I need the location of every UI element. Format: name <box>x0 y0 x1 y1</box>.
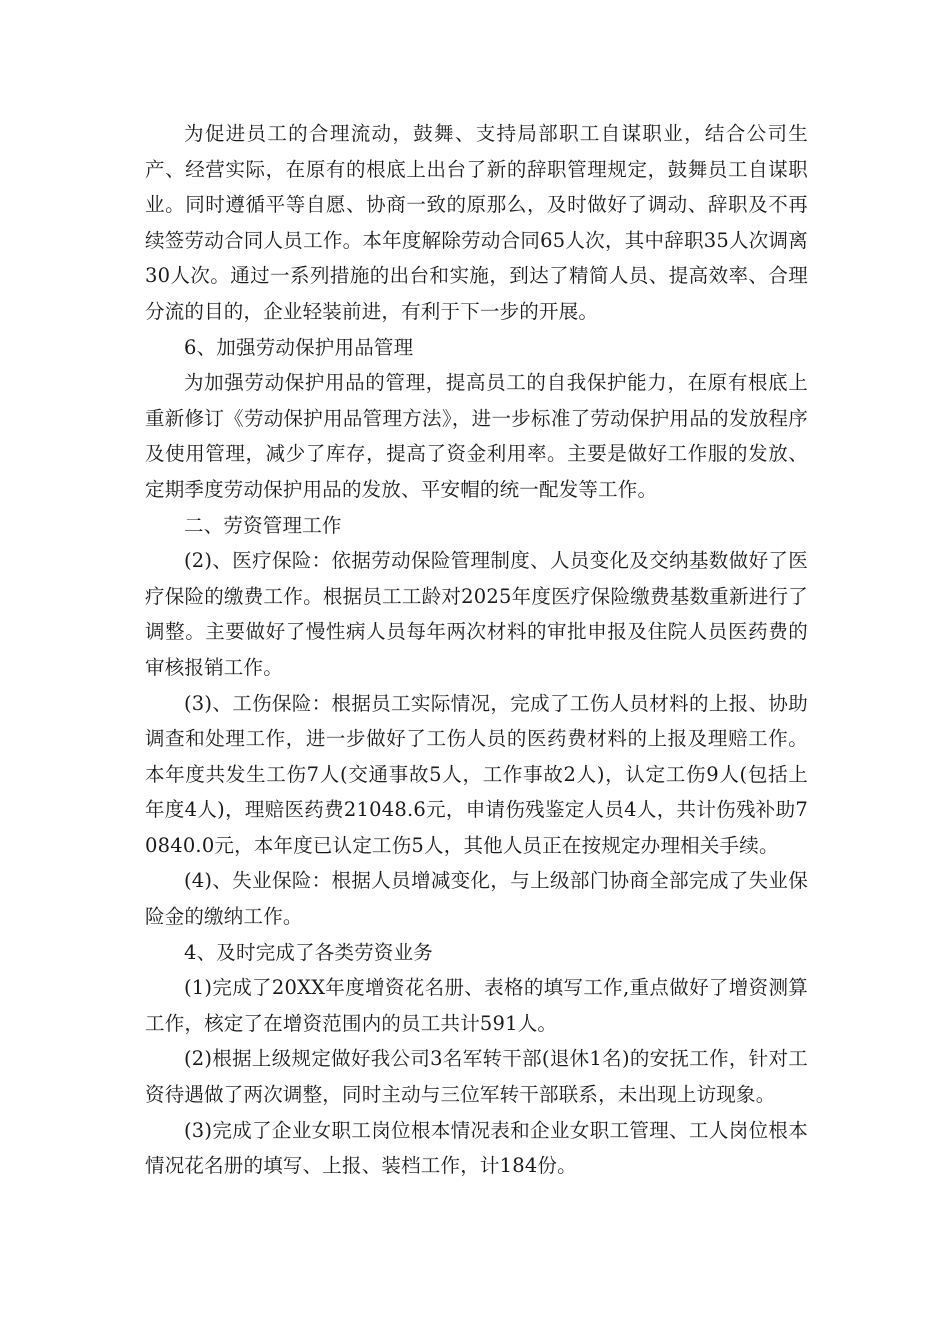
heading-wage-business: 4、及时完成了各类劳资业务 <box>184 940 434 964</box>
paragraph-salary-increase: (1)完成了20XX年度增资花名册、表格的填写工作,重点做好了增资测算工作，核定了在增资范围内的员工共计591人。 <box>145 976 808 1035</box>
heading-labor-wage-management: 二、劳资管理工作 <box>184 513 342 537</box>
paragraph-medical-insurance: (2)、医疗保险：依据劳动保险管理制度、人员变化及交纳基数做好了医疗保险的缴费工作。根据员工工龄对2025年度医疗保险缴费基数重新进行了调整。主要做好了慢性病人员每年两次材料的审批申报及住院人员医药费的审核报销工作。 <box>145 549 808 679</box>
paragraph-labor-protection: 为加强劳动保护用品的管理，提高员工的自我保护能力，在原有根底上重新修订《劳动保护用品管理方法》，进一步标准了劳动保护用品的发放程序及使用管理，减少了库存，提高了资金利用率。主要是做好工作服的发放、定期季度劳动保护用品的发放、平安帽的统一配发等工作。 <box>145 371 808 501</box>
heading-labor-protection: 6、加强劳动保护用品管理 <box>184 335 414 359</box>
paragraph-female-staff: (3)完成了企业女职工岗位根本情况表和企业女职工管理、工人岗位根本情况花名册的填写、上报、装档工作，计184份。 <box>145 1118 808 1178</box>
paragraph-staff-flow: 为促进员工的合理流动，鼓舞、支持局部职工自谋职业，结合公司生产、经营实际，在原有的根底上出台了新的辞职管理规定，鼓舞员工自谋职业。同时遵循平等自愿、协商一致的原那么，及时做好了调动、辞职及不再续签劳动合同人员工作。本年度解除劳动合同65人次，其中辞职35人次调离30人次。通过一系列措施的出台和实施，到达了精简人员、提高效率、合理分流的目的，企业轻装前进，有利于下一步的开展。 <box>145 122 808 323</box>
paragraph-unemployment-insurance: (4)、失业保险：根据人员增减变化，与上级部门协商全部完成了失业保险金的缴纳工作。 <box>145 869 808 929</box>
paragraph-military-cadres: (2)根据上级规定做好我公司3名军转干部(退休1名)的安抚工作，针对工资待遇做了两次调整，同时主动与三位军转干部联系，未出现上访现象。 <box>145 1047 808 1107</box>
paragraph-injury-insurance: (3)、工伤保险：根据员工实际情况，完成了工伤人员材料的上报、协助调查和处理工作，进一步做好了工伤人员的医药费材料的上报及理赔工作。本年度共发生工伤7人(交通事故5人，工作事故2人)，认定工伤9人(包括上年度4人)，理赔医药费21048.6元，申请伤残鉴定人员4人，共计伤残补助70840.0元，本年度已认定工伤5人，其他人员正在按规定办理相关手续。 <box>145 691 808 857</box>
